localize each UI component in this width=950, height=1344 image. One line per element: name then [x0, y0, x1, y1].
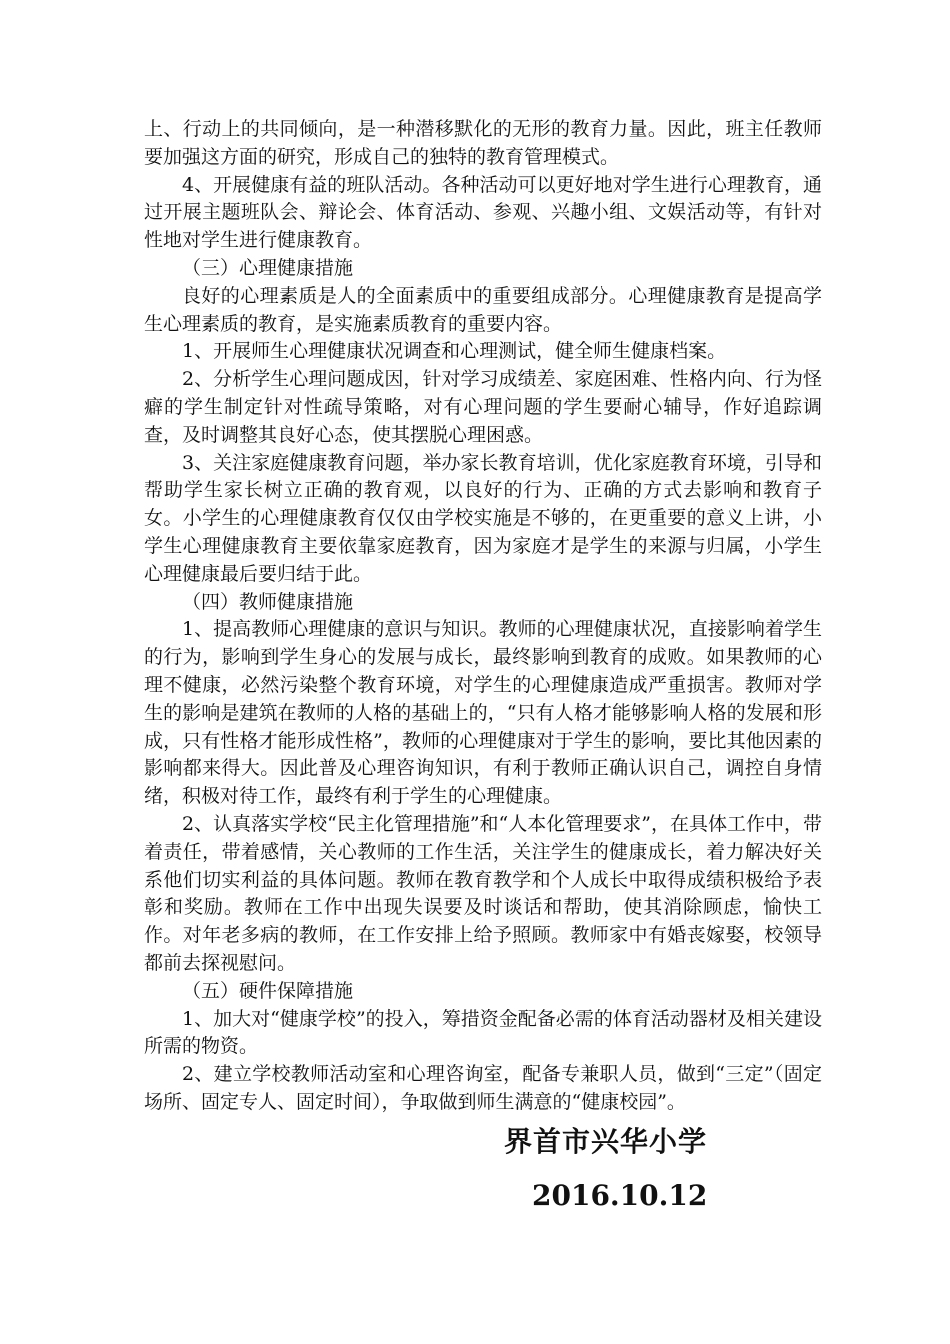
school-signature: 界首市兴华小学 — [504, 1125, 708, 1158]
paragraph: 1、加大对“健康学校”的投入，筹措资金配备必需的体育活动器材及相关建设所需的物资。 — [144, 1007, 822, 1058]
paragraph: 3、关注家庭健康教育问题，举办家长教育培训，优化家庭教育环境，引导和帮助学生家长树立正确的教育观，以良好的行为、正确的方式去影响和教育子女。小学生的心理健康教育仅仅由学校实施是不够的，在更重要的意义上讲，小学生心理健康教育主要依靠家庭教育，因为家庭才是学生的来源与归属，小学生心理健康最后要归结于此。 — [144, 451, 822, 585]
document-body — [144, 116, 822, 1117]
signature-date: 2016.10.12 — [532, 1179, 708, 1212]
section-heading: （五）硬件保障措施 — [182, 979, 354, 1002]
paragraph: 4、开展健康有益的班队活动。各种活动可以更好地对学生进行心理教育，通过开展主题班队会、辩论会、体育活动、参观、兴趣小组、文娱活动等，有针对性地对学生进行健康教育。 — [144, 173, 822, 252]
paragraph: 上、行动上的共同倾向，是一种潜移默化的无形的教育力量。因此，班主任教师要加强这方面的研究，形成自己的独特的教育管理模式。 — [144, 118, 822, 168]
paragraph: 2、建立学校教师活动室和心理咨询室，配备专兼职人员，做到“三定”（固定场所、固定专人、固定时间），争取做到师生满意的“健康校园”。 — [144, 1063, 822, 1113]
section-heading: （四）教师健康措施 — [182, 590, 354, 613]
section-heading: （三）心理健康措施 — [182, 256, 354, 279]
paragraph: 2、认真落实学校“民主化管理措施”和“人本化管理要求”，在具体工作中，带着责任，带着感情，关心教师的工作生活，关注学生的健康成长，着力解决好关系他们切实利益的具体问题。教师在教育教学和个人成长中取得成绩积极给予表彰和奖励。教师在工作中出现失误要及时谈话和帮助，使其消除顾虑，愉快工作。对年老多病的教师，在工作安排上给予照顾。教师家中有婚丧嫁娶，校领导都前去探视慰问。 — [144, 812, 822, 974]
paragraph: 1、提高教师心理健康的意识与知识。教师的心理健康状况，直接影响着学生的行为，影响到学生身心的发展与成长，最终影响到教育的成败。如果教师的心理不健康，必然污染整个教育环境，对学生的心理健康造成严重损害。教师对学生的影响是建筑在教师的人格的基础上的，“只有人格才能够影响人格的发展和形成，只有性格才能形成性格”，教师的心理健康对于学生的影响，要比其他因素的影响都来得大。因此普及心理咨询知识，有利于教师正确认识自己，调控自身情绪，积极对待工作，最终有利于学生的心理健康。 — [144, 618, 822, 808]
paragraph: 2、分析学生心理问题成因，针对学习成绩差、家庭困难、性格内向、行为怪癖的学生制定针对性疏导策略，对有心理问题的学生要耐心辅导，作好追踪调查，及时调整其良好心态，使其摆脱心理困惑。 — [144, 368, 822, 446]
paragraph: 良好的心理素质是人的全面素质中的重要组成部分。心理健康教育是提高学生心理素质的教育，是实施素质教育的重要内容。 — [144, 284, 822, 335]
paragraph: 1、开展师生心理健康状况调查和心理测试，健全师生健康档案。 — [182, 340, 727, 363]
